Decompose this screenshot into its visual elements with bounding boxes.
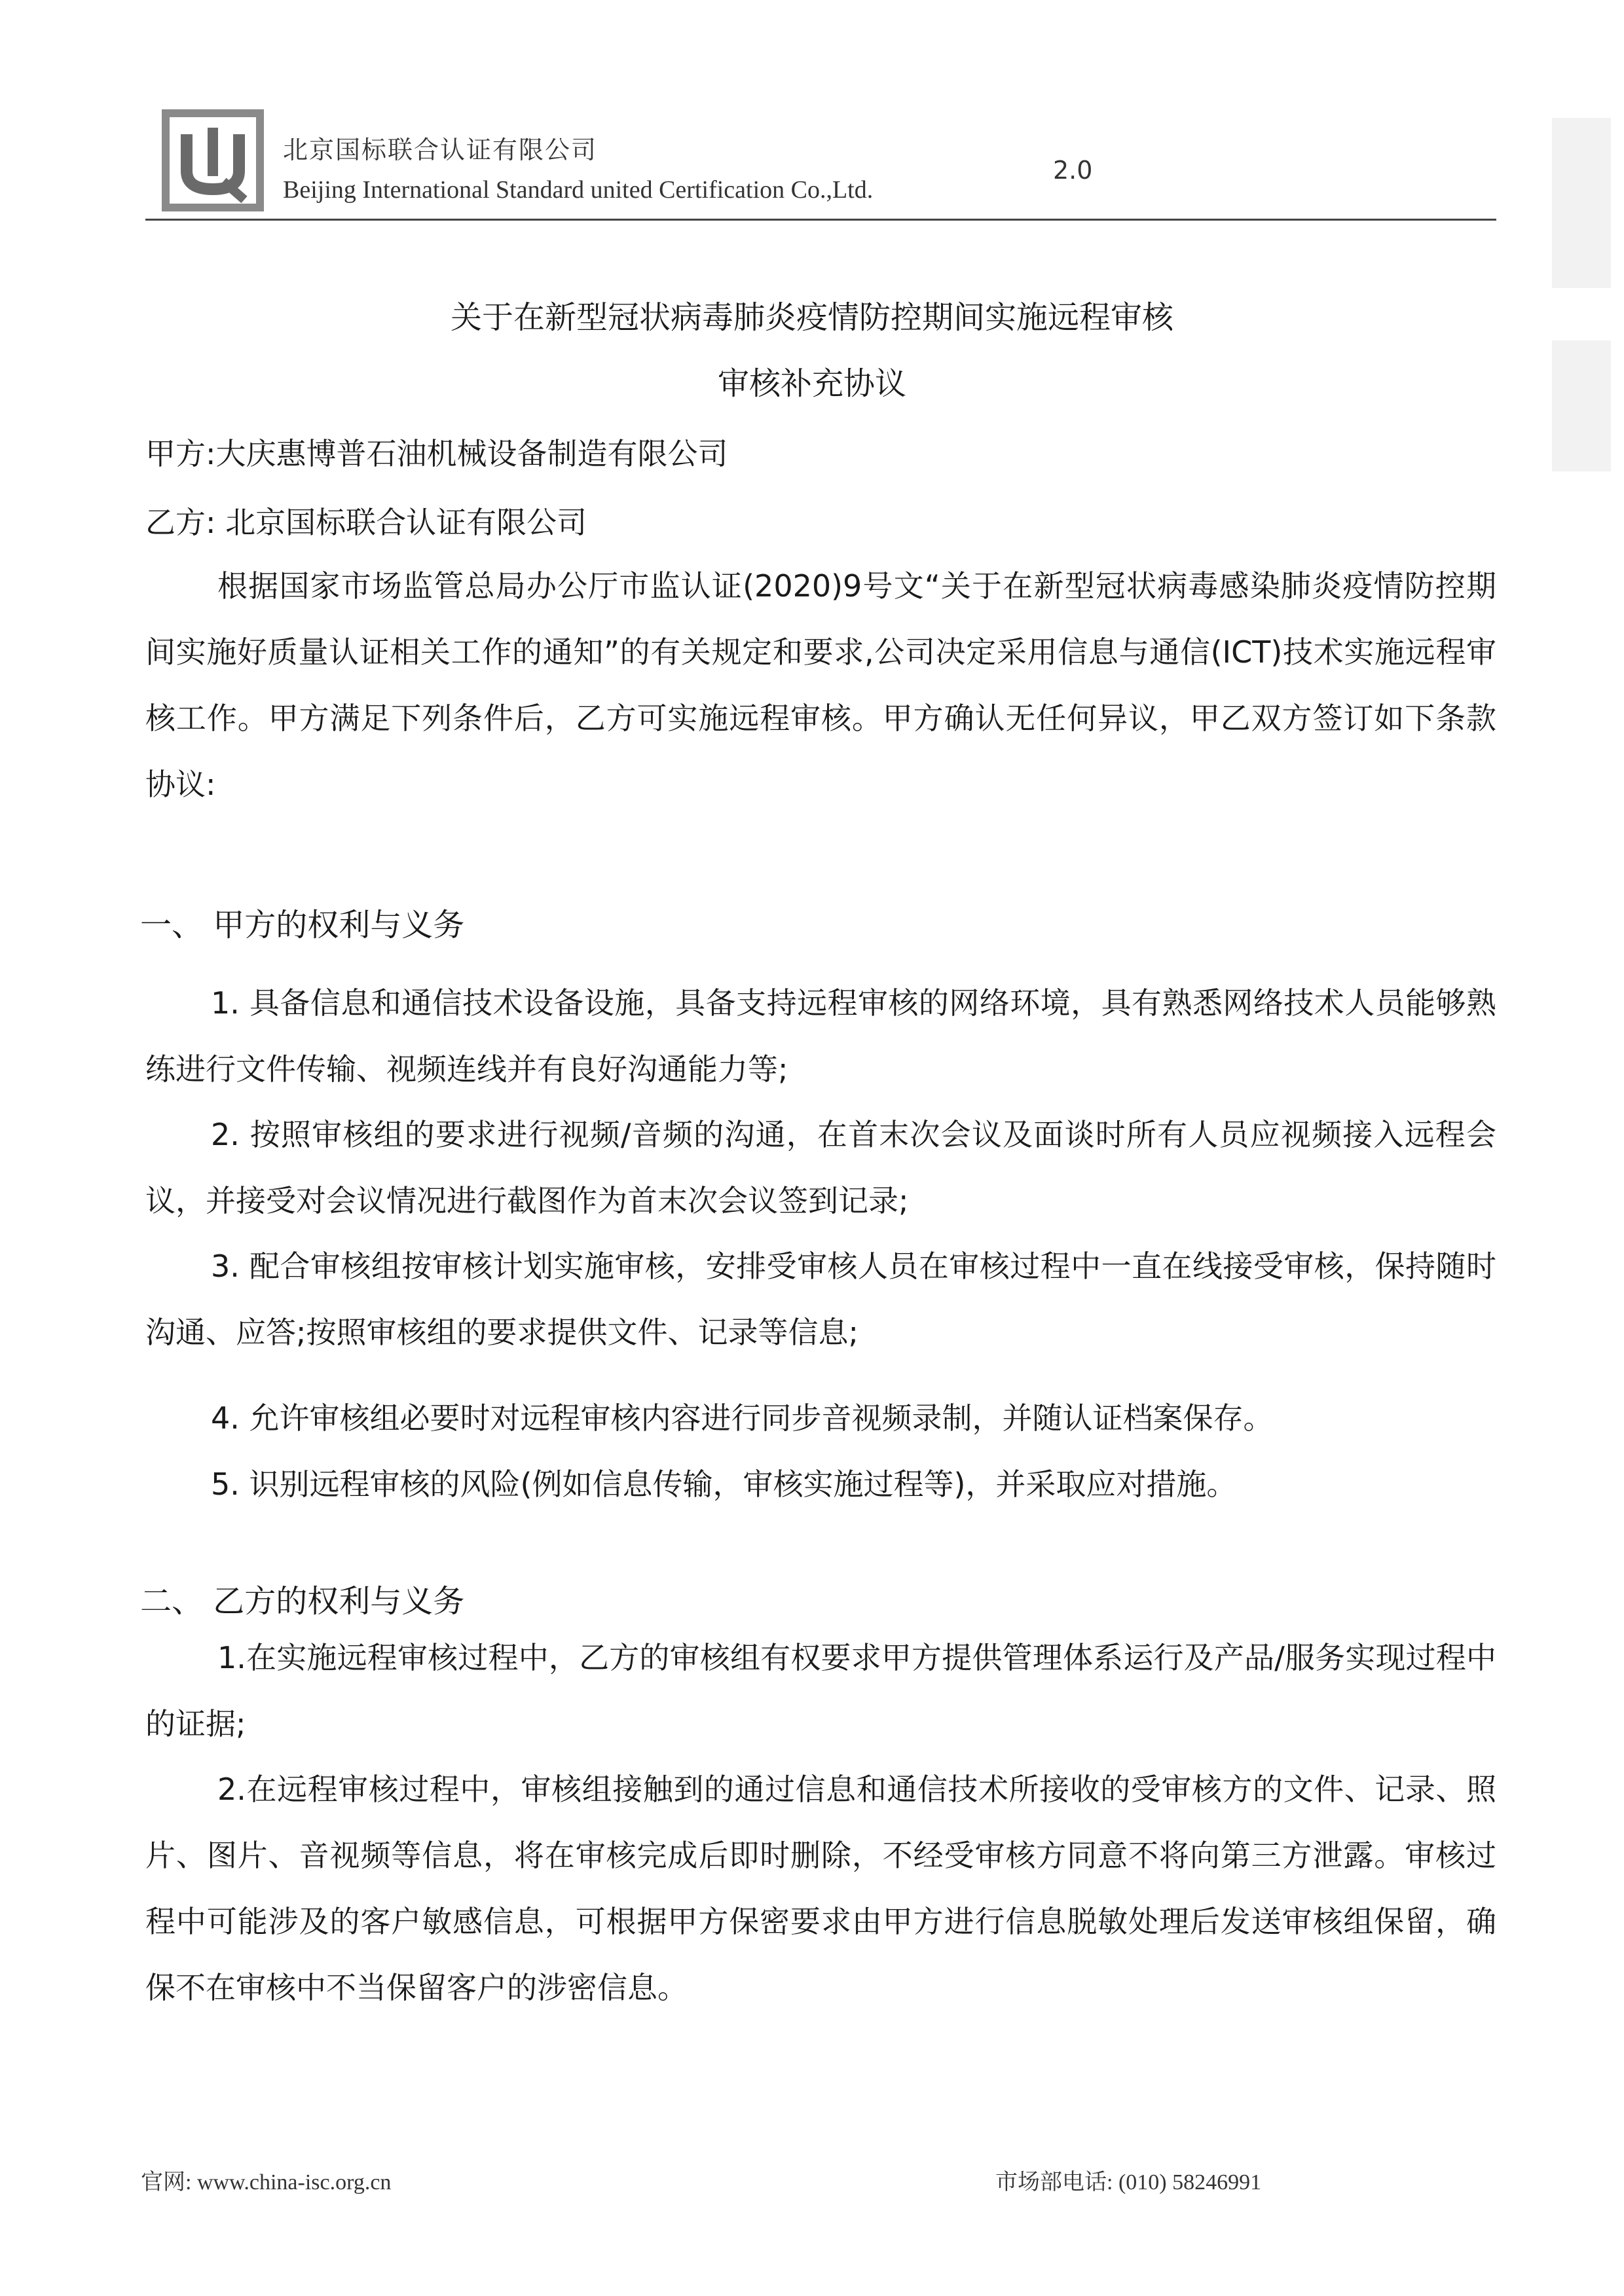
section1-item: 1. 具备信息和通信技术设备设施，具备支持远程审核的网络环境，具有熟悉网络技术人员能够熟练进行文件传输、视频连线并有良好沟通能力等; — [145, 985, 1496, 1087]
footer-website: 官网: www.china-isc.org.cn — [141, 2170, 392, 2195]
scan-artifact — [1552, 118, 1611, 288]
section1-heading: 一、 甲方的权利与义务 — [140, 907, 465, 943]
intro-paragraph: 根据国家市场监管总局办公厅市监认证(2020)9号文“关于在新型冠状病毒感染肺炎疫情防控期间实施好质量认证相关工作的通知”的有关规定和要求,公司决定采用信息与通信(ICT)技术实施远程审核工作。甲方满足下列条件后，乙方可实施远程审核。甲方确认无任何异议，甲乙双方签订如下条款协议: — [145, 568, 1496, 802]
section1-item: 5. 识别远程审核的风险(例如信息传输，审核实施过程等)，并采取应对措施。 — [211, 1467, 1237, 1502]
document-title-line2: 审核补充协议 — [717, 365, 906, 402]
section1-item: 2. 按照审核组的要求进行视频/音频的沟通，在首末次会议及面谈时所有人员应视频接入远程会议，并接受对会议情况进行截图作为首末次会议签到记录; — [145, 1117, 1496, 1218]
footer-phone: 市场部电话: (010) 58246991 — [995, 2170, 1262, 2195]
company-name-cn: 北京国标联合认证有限公司 — [283, 136, 598, 164]
section1-item: 3. 配合审核组按审核计划实施审核，安排受审核人员在审核过程中一直在线接受审核，保持随时沟通、应答;按照审核组的要求提供文件、记录等信息; — [145, 1248, 1496, 1350]
header-divider — [145, 219, 1496, 221]
company-logo-icon — [160, 108, 265, 213]
company-name-en: Beijing International Standard united Certification Co.,Ltd. — [283, 176, 874, 204]
section2-item: 1.在实施远程审核过程中，乙方的审核组有权要求甲方提供管理体系运行及产品/服务实现过程中的证据; — [145, 1640, 1496, 1741]
document-version: 2.0 — [1053, 156, 1093, 185]
section2-heading: 二、 乙方的权利与义务 — [140, 1583, 465, 1620]
party-b: 乙方: 北京国标联合认证有限公司 — [145, 505, 587, 540]
document-title-line1: 关于在新型冠状病毒肺炎疫情防控期间实施远程审核 — [450, 299, 1173, 336]
section2-item: 2.在远程审核过程中，审核组接触到的通过信息和通信技术所接收的受审核方的文件、记录、照片、图片、音视频等信息，将在审核完成后即时删除，不经受审核方同意不将向第三方泄露。审核过程中可能涉及的客户敏感信息，可根据甲方保密要求由甲方进行信息脱敏处理后发送审核组保留，确保不在审核中不当保留客户的涉密信息。 — [145, 1772, 1496, 2005]
party-a: 甲方:大庆惠博普石油机械设备制造有限公司 — [145, 436, 728, 471]
section1-item: 4. 允许审核组必要时对远程审核内容进行同步音视频录制，并随认证档案保存。 — [211, 1400, 1274, 1436]
